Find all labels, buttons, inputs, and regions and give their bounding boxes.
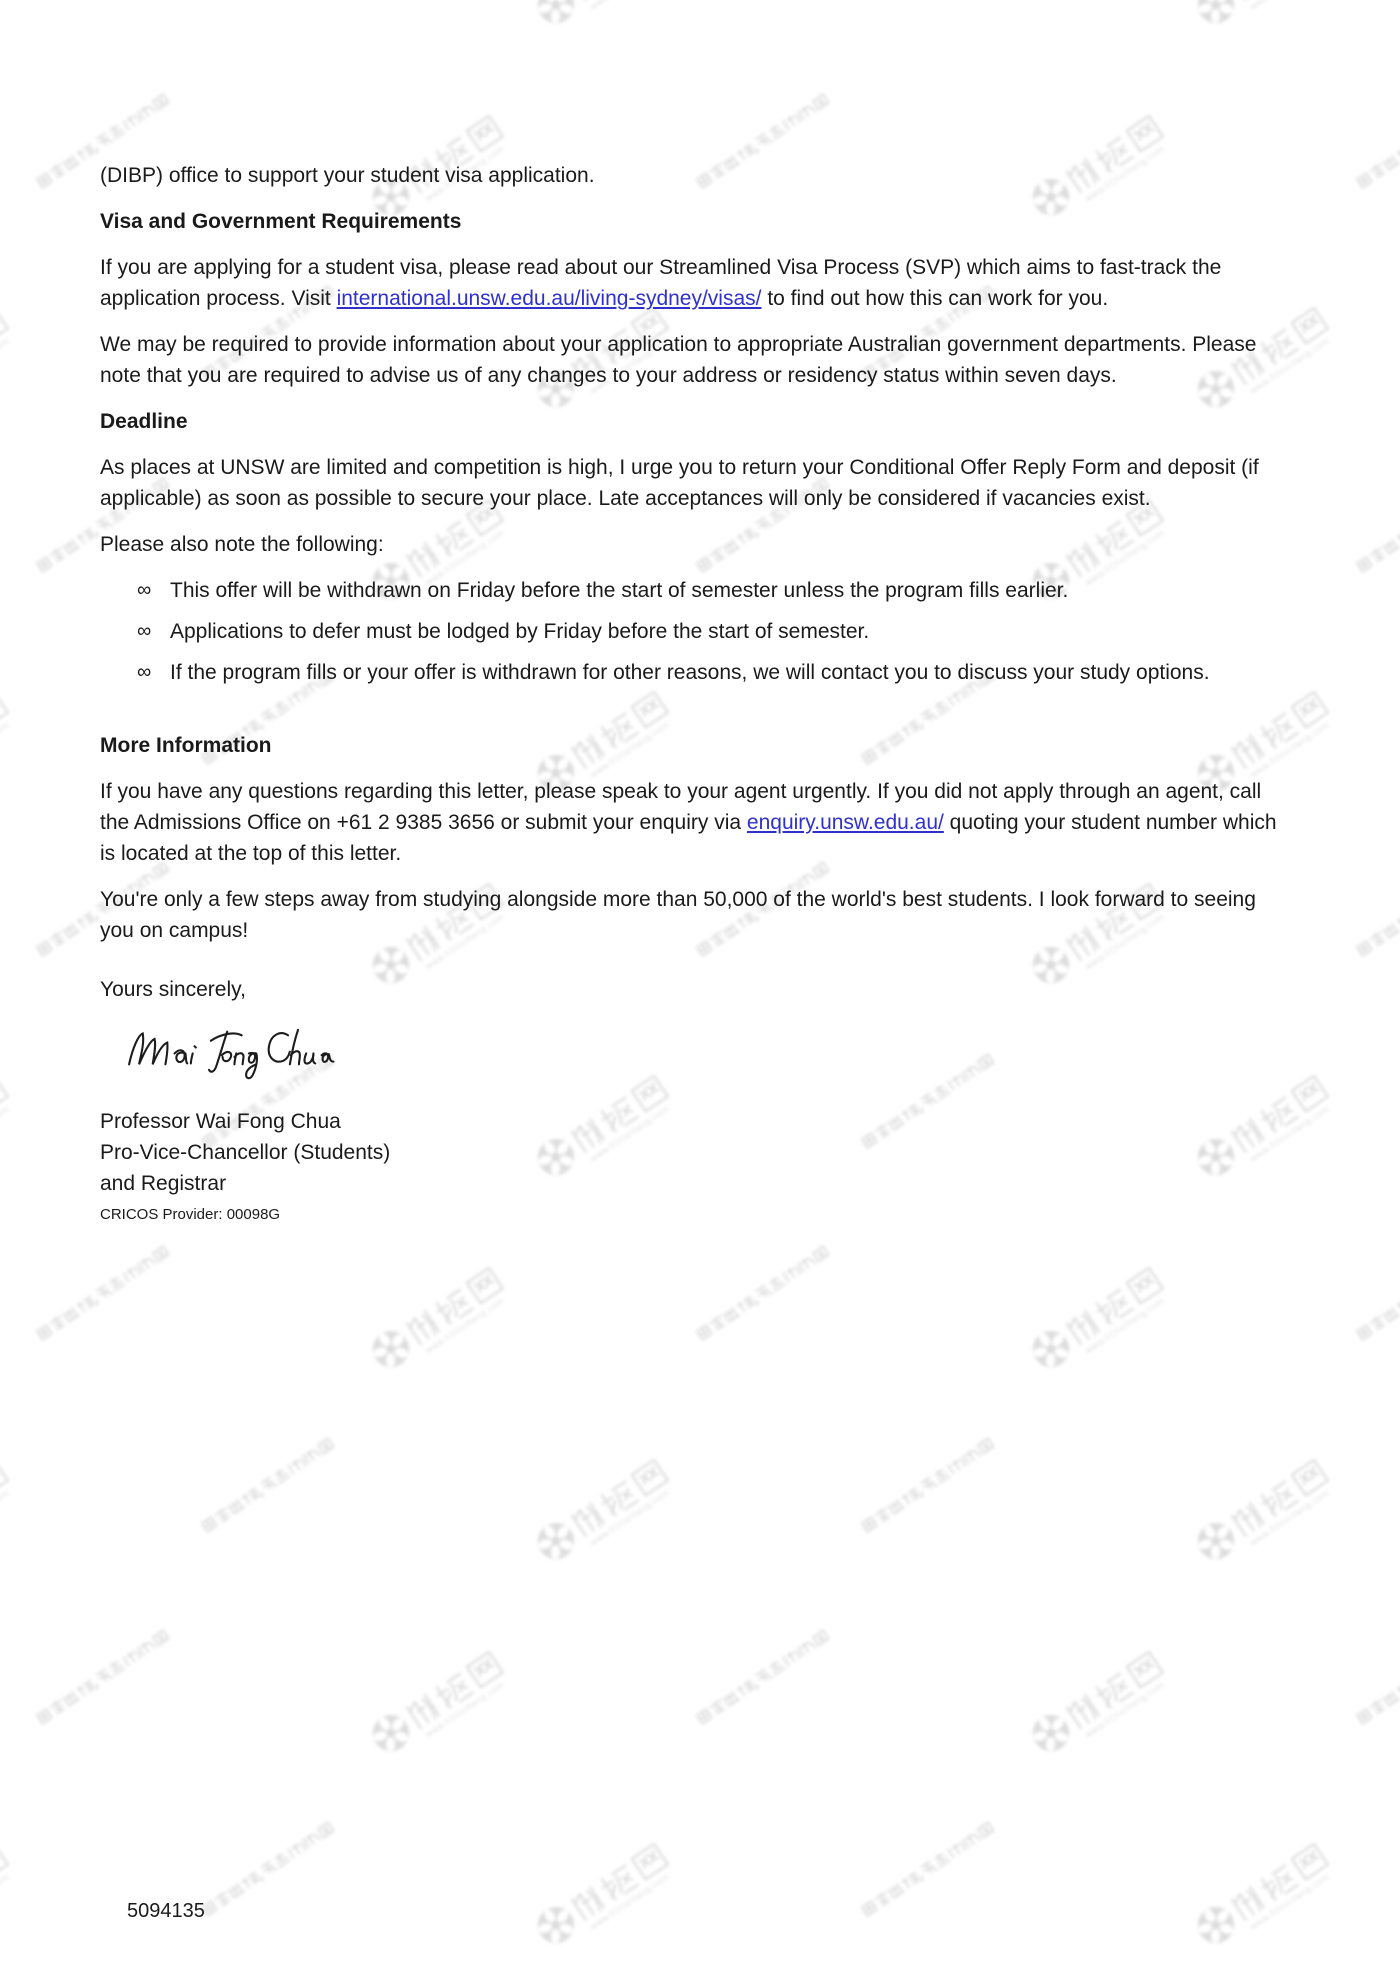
list-item-text: This offer will be withdrawn on Friday before the start of semester unless the program fills earlier.	[170, 579, 1069, 602]
valediction: Yours sincerely,	[100, 978, 246, 1001]
list-item	[137, 657, 1280, 688]
signatory-title-line2: and Registrar	[100, 1172, 227, 1195]
opening-fragment: (DIBP) office to support your student visa application.	[100, 164, 595, 187]
enquiry-link[interactable]: enquiry.unsw.edu.au/	[746, 811, 944, 834]
more-information-heading: More Information	[100, 734, 272, 757]
footer-number: 5094135	[127, 1900, 205, 1922]
list-item-text: If the program fills or your offer is withdrawn for other reasons, we will contact you to discuss your study options.	[170, 661, 1210, 684]
government-info-paragraph: We may be required to provide information about your application to appropriate Australian government departments. Please note that you are required to advise us of any changes to your address or residency status within seven days.	[100, 333, 1257, 387]
list-item	[137, 575, 1280, 606]
cricos-provider: CRICOS Provider: 00098G	[100, 1206, 281, 1223]
list-item-text: Applications to defer must be lodged by Friday before the start of semester.	[170, 620, 870, 643]
infinity-bullet-icon: ∞	[137, 620, 152, 642]
signature-image	[120, 1011, 1280, 1094]
visas-link[interactable]: international.unsw.edu.au/living-sydney/visas/	[336, 287, 762, 310]
visa-paragraph-text-after: to find out how this can work for you.	[761, 287, 1109, 310]
visa-requirements-heading: Visa and Government Requirements	[100, 210, 462, 233]
signatory-title-line1: Pro-Vice-Chancellor (Students)	[100, 1141, 391, 1164]
signature-block	[100, 1106, 1280, 1230]
contact-paragraph-text: If you have any questions regarding this letter, please speak to your agent urgently. If you did not apply through an agent, call the Admissions Office on +61 2 9385 3656 or submit your enquiry via	[100, 780, 1262, 834]
bullet-list	[100, 575, 1280, 688]
contact-paragraph	[100, 776, 1280, 869]
welcome-paragraph: You're only a few steps away from studying alongside more than 50,000 of the world's best students. I look forward to seeing you on campus!	[100, 888, 1256, 942]
visa-paragraph-text: If you are applying for a student visa, please read about our Streamlined Visa Process (SVP) which aims to fast-track the application process. Visit	[100, 256, 1222, 310]
list-intro: Please also note the following:	[100, 533, 384, 556]
infinity-bullet-icon: ∞	[137, 579, 152, 601]
list-item	[137, 616, 1280, 647]
deadline-heading: Deadline	[100, 410, 188, 433]
deadline-paragraph: As places at UNSW are limited and competition is high, I urge you to return your Conditional Offer Reply Form and deposit (if applicable) as soon as possible to secure your place. Late acceptances will only be considered if vacancies exist.	[100, 456, 1259, 510]
infinity-bullet-icon: ∞	[137, 661, 152, 683]
contact-paragraph-text-after: quoting your student number which is located at the top of this letter.	[100, 811, 1277, 865]
signatory-name: Professor Wai Fong Chua	[100, 1110, 341, 1133]
visa-paragraph	[100, 252, 1280, 314]
